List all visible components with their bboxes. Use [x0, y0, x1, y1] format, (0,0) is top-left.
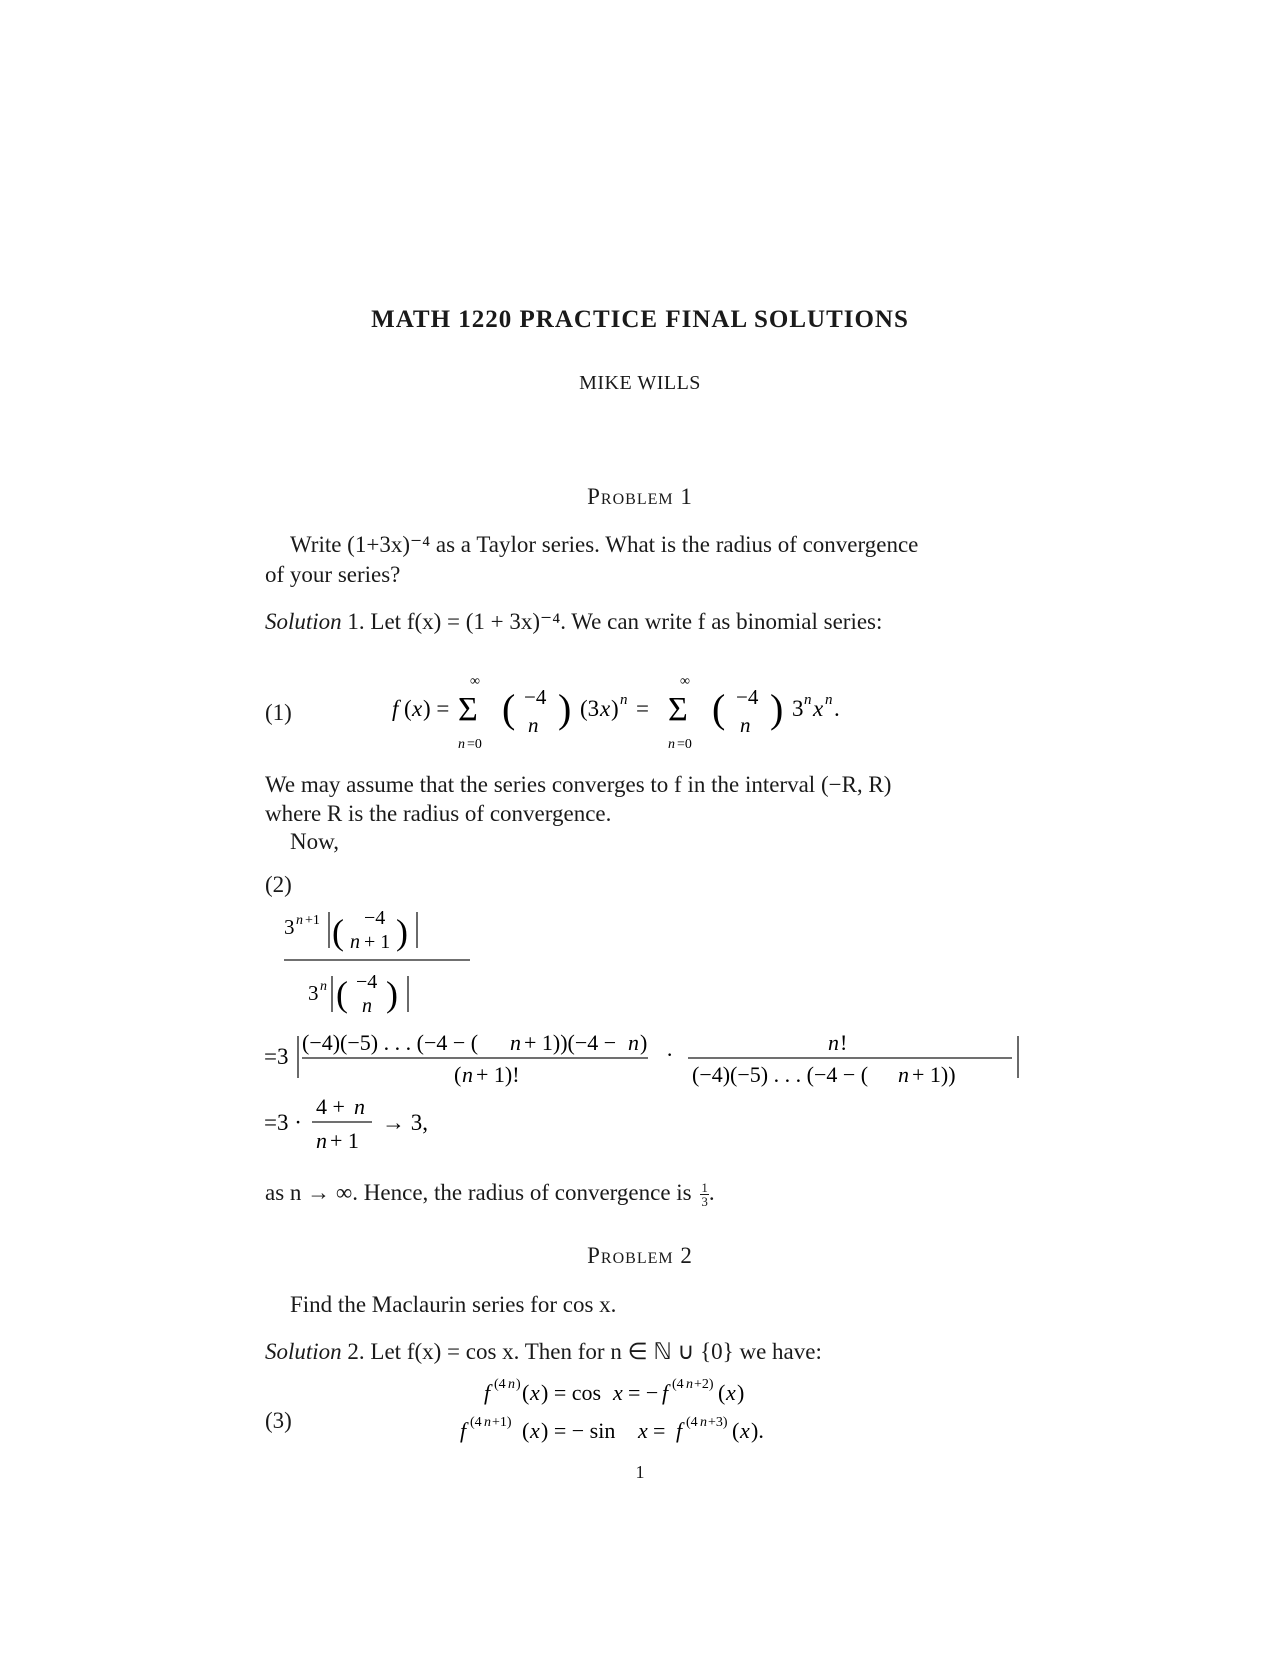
equation-2-number: (2)	[265, 872, 292, 897]
svg-text:(: (	[718, 1380, 726, 1405]
svg-text:n: n	[350, 931, 360, 953]
svg-text:n: n	[620, 692, 628, 708]
problem-1-heading	[0, 484, 1280, 510]
author-name: MIKE WILLS	[579, 372, 701, 394]
assumption-line-1: We may assume that the series converges to f in the interval (−R, R)	[265, 772, 892, 797]
problem-1-statement-line-2: of your series?	[265, 562, 401, 587]
svg-text:3: 3	[792, 696, 804, 721]
svg-text:= −: = −	[628, 1380, 659, 1405]
svg-text:(: (	[732, 1418, 740, 1443]
svg-text:n: n	[510, 1030, 521, 1055]
svg-text:) =: ) =	[423, 696, 450, 721]
svg-text:−4: −4	[524, 685, 547, 709]
svg-text:f: f	[392, 696, 399, 721]
svg-text:=: =	[636, 696, 649, 721]
svg-text:(3: (3	[580, 696, 600, 721]
svg-text:n: n	[354, 1094, 365, 1119]
svg-text:x: x	[613, 1380, 623, 1405]
svg-text:+ 1))(−4 −: + 1))(−4 −	[524, 1030, 617, 1055]
svg-text:f: f	[662, 1380, 669, 1405]
svg-text:n: n	[458, 737, 465, 752]
svg-text:+1: +1	[305, 913, 320, 928]
svg-text:(4: (4	[470, 1415, 482, 1430]
svg-text:(: (	[404, 696, 412, 721]
svg-text:Σ: Σ	[668, 691, 688, 728]
equation-3-number: (3)	[265, 1408, 292, 1433]
svg-text:(: (	[454, 1062, 462, 1087]
svg-text:): )	[737, 1380, 745, 1405]
svg-text:+ 1: + 1	[330, 1128, 359, 1153]
assumption-line-2: where R is the radius of convergence.	[265, 801, 612, 826]
svg-text:): )	[611, 696, 619, 721]
solution-2-label: Solution	[265, 1339, 342, 1364]
svg-text:n: n	[700, 1415, 707, 1430]
svg-text:(: (	[522, 1418, 530, 1443]
svg-text:→ 3,: → 3,	[382, 1110, 428, 1135]
svg-text:(4: (4	[672, 1377, 684, 1392]
svg-text:f: f	[484, 1380, 491, 1405]
solution-1-text: Let f(x) = (1 + 3x)⁻⁴. We can write f as binomial series:	[370, 609, 883, 634]
svg-text:x: x	[638, 1418, 648, 1443]
solution-1-number: 1.	[347, 609, 365, 634]
svg-text:).: ).	[751, 1418, 764, 1443]
svg-text:+ 1)): + 1))	[912, 1062, 956, 1087]
svg-text:n: n	[296, 913, 303, 928]
svg-text:(−4)(−5) . . . (−4 − (: (−4)(−5) . . . (−4 − (	[692, 1062, 869, 1087]
svg-text:(: (	[332, 912, 344, 952]
svg-text:(4: (4	[494, 1377, 506, 1392]
svg-text:=3 ·: =3 ·	[264, 1110, 302, 1135]
svg-text:(: (	[712, 686, 726, 731]
solution-1-line	[265, 607, 1030, 636]
svg-text:n: n	[628, 1030, 639, 1055]
svg-text:+2): +2)	[694, 1377, 714, 1392]
svg-text:n: n	[484, 1415, 491, 1430]
svg-text:3: 3	[284, 915, 295, 939]
solution-2-number: 2.	[347, 1339, 365, 1364]
svg-text:n: n	[508, 1377, 515, 1392]
svg-text:+ 1: + 1	[364, 931, 391, 953]
conclusion-line: as n → ∞. Hence, the radius of convergence is $\frac{1}{3}$ .	[265, 1180, 715, 1210]
equation-2-ratio	[280, 900, 480, 1020]
svg-text:(: (	[502, 686, 516, 731]
svg-text:f: f	[460, 1418, 467, 1443]
equation-2-step-1	[262, 1020, 1032, 1090]
svg-text:Σ: Σ	[458, 691, 478, 728]
svg-text:(4: (4	[686, 1415, 698, 1430]
svg-text:=3: =3	[264, 1044, 289, 1069]
problem-2-heading-text: Problem 2	[587, 1243, 693, 1268]
svg-text:−4: −4	[356, 971, 378, 993]
svg-text:+1): +1)	[492, 1415, 512, 1430]
svg-text:x: x	[412, 696, 423, 721]
svg-text:·: ·	[666, 1042, 674, 1067]
one-third-fraction: $\frac{1}{3}$	[701, 1180, 708, 1210]
svg-text:x: x	[813, 696, 824, 721]
svg-text:(: (	[522, 1380, 530, 1405]
svg-text:n: n	[898, 1062, 909, 1087]
svg-text:): )	[640, 1030, 648, 1055]
svg-text:∞: ∞	[680, 674, 690, 689]
svg-text:−4: −4	[736, 685, 759, 709]
svg-text:=: =	[653, 1418, 666, 1443]
svg-text:n: n	[316, 1128, 327, 1153]
svg-text:n: n	[825, 692, 833, 708]
svg-text:n: n	[528, 713, 539, 737]
svg-text:n: n	[804, 692, 812, 708]
svg-text:n: n	[320, 979, 327, 994]
svg-text:=0: =0	[467, 737, 482, 752]
svg-text:x: x	[600, 696, 611, 721]
equation-1	[380, 672, 900, 762]
solution-1-label: Solution	[265, 609, 342, 634]
svg-text:−4: −4	[364, 907, 386, 929]
problem-2-heading	[0, 1243, 1280, 1269]
page-title: MATH 1220 PRACTICE FINAL SOLUTIONS	[371, 306, 909, 333]
svg-text:x: x	[530, 1418, 540, 1443]
svg-text:(: (	[336, 974, 348, 1014]
svg-text:n: n	[462, 1062, 473, 1087]
solution-2-text: Let f(x) = cos x. Then for n ∈ ℕ ∪ {0} we have:	[370, 1339, 822, 1364]
svg-text:x: x	[726, 1380, 736, 1405]
equation-3	[450, 1372, 850, 1452]
svg-text:): )	[558, 686, 572, 731]
svg-text:∞: ∞	[470, 674, 480, 689]
svg-text:): )	[516, 1377, 521, 1392]
svg-text:+3): +3)	[708, 1415, 728, 1430]
problem-1-heading-text: Problem 1	[587, 484, 693, 509]
svg-text:) = − sin: ) = − sin	[541, 1418, 616, 1443]
svg-text:) = cos: ) = cos	[541, 1380, 602, 1405]
svg-text:n: n	[828, 1030, 839, 1055]
svg-text:=0: =0	[677, 737, 692, 752]
svg-text:.: .	[834, 696, 840, 721]
svg-text:+ 1)!: + 1)!	[476, 1062, 520, 1087]
svg-text:): )	[386, 974, 398, 1014]
svg-text:!: !	[840, 1030, 848, 1055]
now-text: Now,	[290, 829, 339, 854]
svg-text:x: x	[740, 1418, 750, 1443]
svg-text:x: x	[530, 1380, 540, 1405]
svg-text:n: n	[668, 737, 675, 752]
svg-text:): )	[770, 686, 784, 731]
svg-text:): )	[396, 912, 408, 952]
svg-text:n: n	[362, 995, 372, 1017]
problem-2-statement: Find the Maclaurin series for cos x.	[290, 1292, 617, 1317]
solution-2-line	[265, 1337, 1030, 1366]
equation-2-step-2	[262, 1090, 522, 1160]
svg-text:n: n	[686, 1377, 693, 1392]
svg-text:f: f	[676, 1418, 683, 1443]
svg-text:3: 3	[308, 981, 319, 1005]
problem-1-statement-line-1: Write (1+3x)⁻⁴ as a Taylor series. What is the radius of convergence	[290, 532, 919, 557]
svg-text:(−4)(−5) . . . (−4 − (: (−4)(−5) . . . (−4 − (	[302, 1030, 479, 1055]
page-number: 1	[635, 1462, 645, 1482]
equation-1-number: (1)	[265, 700, 292, 725]
conclusion-text: as n → ∞. Hence, the radius of convergence is	[265, 1180, 692, 1205]
svg-text:4 +: 4 +	[316, 1094, 345, 1119]
svg-text:n: n	[740, 713, 751, 737]
